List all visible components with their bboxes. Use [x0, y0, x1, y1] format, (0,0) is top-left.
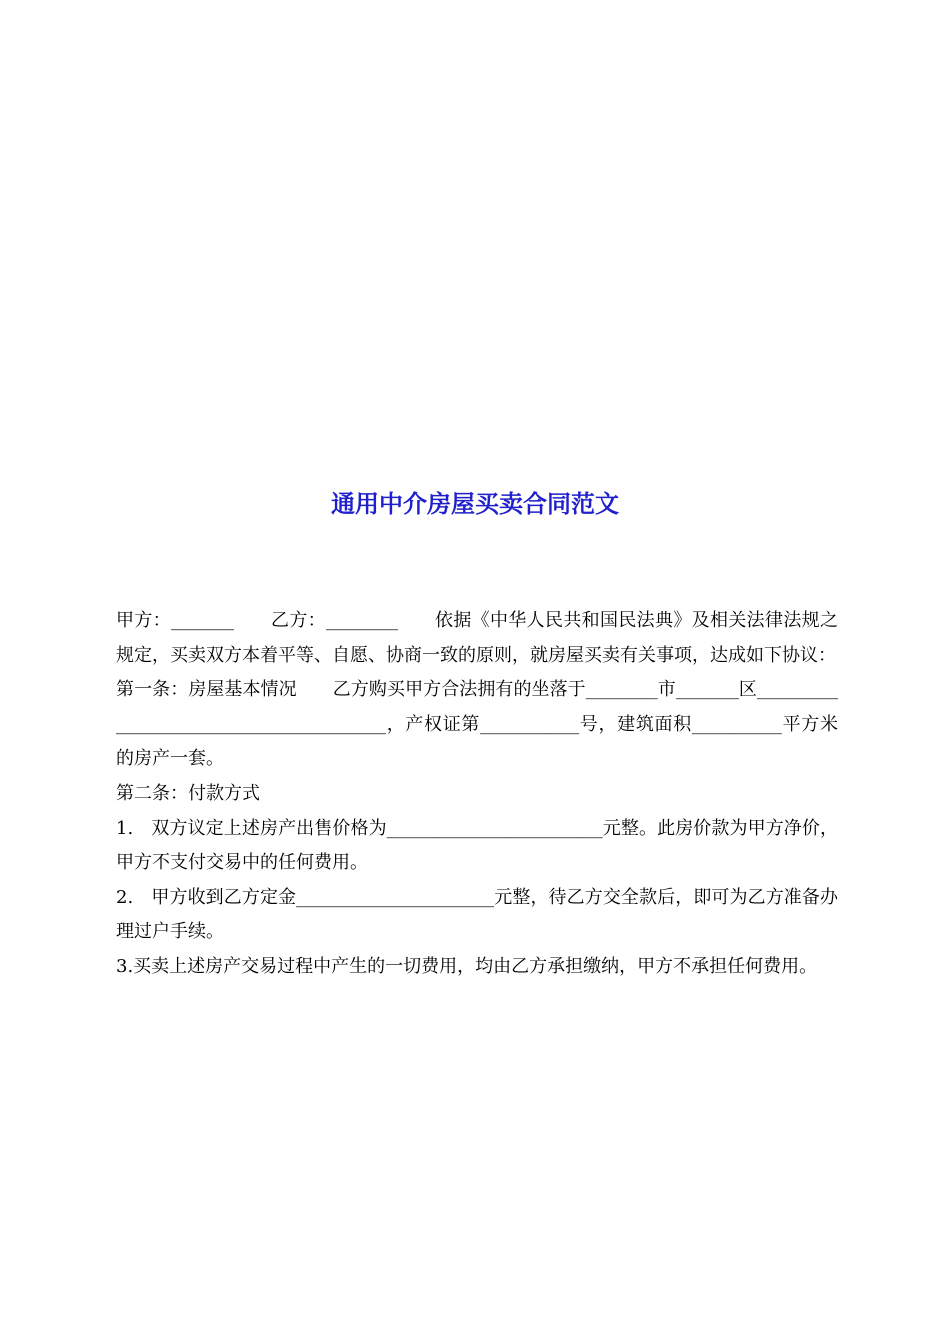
paragraph-article-2-heading: 第二条：付款方式: [116, 782, 260, 804]
document-body: [116, 604, 838, 985]
paragraph-clause-1: 1. 双方议定上述房产出售价格为________________________元整。此房价款为甲方净价，甲方不支付交易中的任何费用。: [116, 817, 838, 874]
paragraph-article-1: 第一条：房屋基本情况 乙方购买甲方合法拥有的坐落于________市_______区_______________________________________，产权证第___________号，建筑面积__________平方米的房产一套。: [116, 679, 838, 770]
paragraph-clause-2: 2. 甲方收到乙方定金______________________元整，待乙方交全款后，即可为乙方准备办理过户手续。: [116, 886, 838, 943]
document-title: 通用中介房屋买卖合同范文: [331, 490, 619, 518]
paragraph-parties: 甲方：_______ 乙方：________ 依据《中华人民共和国民法典》及相关法律法规之规定，买卖双方本着平等、自愿、协商一致的原则，就房屋买卖有关事项，达成如下协议：: [116, 610, 838, 666]
paragraph-clause-3: 3.买卖上述房产交易过程中产生的一切费用，均由乙方承担缴纳，甲方不承担任何费用。: [116, 955, 818, 977]
